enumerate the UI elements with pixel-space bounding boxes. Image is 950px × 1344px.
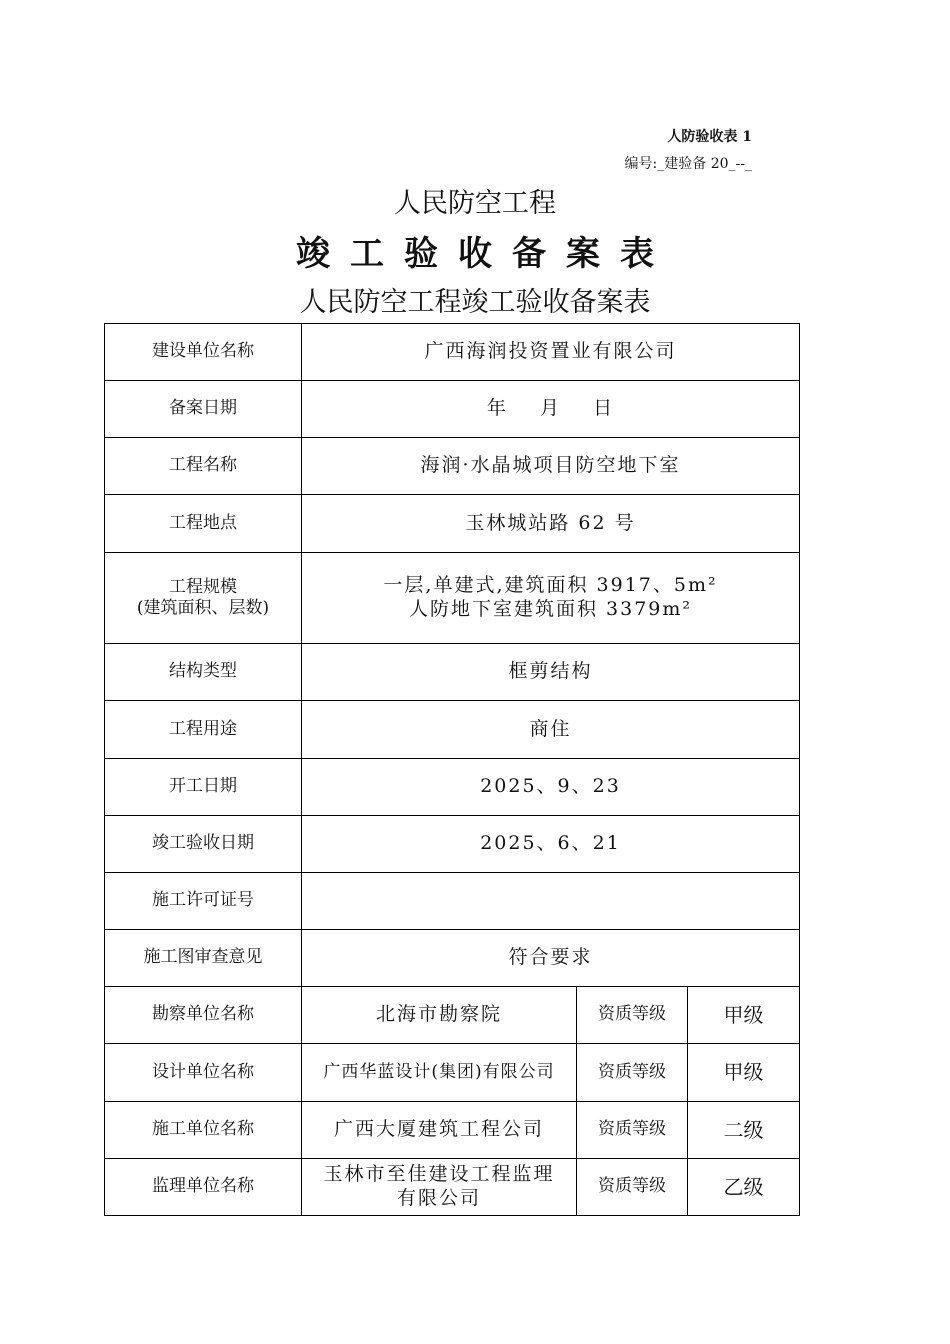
table-row xyxy=(105,701,800,759)
row-label: 施工许可证号 xyxy=(105,873,302,930)
row-value xyxy=(302,553,800,644)
qualification-label: 资质等级 xyxy=(577,1102,688,1159)
row-label xyxy=(105,553,302,644)
table-row xyxy=(105,1044,800,1102)
row-value: 广西海润投资置业有限公司 xyxy=(302,324,800,381)
qualification-grade: 甲级 xyxy=(688,987,800,1044)
table-row xyxy=(105,816,800,873)
table-row xyxy=(105,644,800,701)
title-line-1: 人民防空工程 xyxy=(394,188,556,219)
row-value: 框剪结构 xyxy=(302,644,800,701)
table-row xyxy=(105,987,800,1044)
unit-name: 广西华蓝设计(集团)有限公司 xyxy=(302,1044,577,1102)
table-row xyxy=(105,1159,800,1216)
table-row xyxy=(105,1102,800,1159)
row-label: 备案日期 xyxy=(105,381,302,438)
unit-name: 北海市勘察院 xyxy=(302,987,577,1044)
row-label: 建设单位名称 xyxy=(105,324,302,381)
qualification-grade: 乙级 xyxy=(688,1159,800,1216)
unit-label: 施工单位名称 xyxy=(105,1102,302,1159)
row-label: 开工日期 xyxy=(105,759,302,816)
row-value: 商住 xyxy=(302,701,800,759)
row-value: 海润·水晶城项目防空地下室 xyxy=(302,438,800,495)
row-label: 竣工验收日期 xyxy=(105,816,302,873)
table-row xyxy=(105,495,800,553)
qualification-label: 资质等级 xyxy=(577,1159,688,1216)
form-number: 编号:_建验备 20_--_ xyxy=(624,156,752,172)
row-label: 工程名称 xyxy=(105,438,302,495)
row-value-line: 一层,单建式,建筑面积 3917、5m² xyxy=(383,574,718,597)
unit-name xyxy=(302,1159,577,1216)
qualification-grade: 二级 xyxy=(688,1102,800,1159)
row-value: 玉林城站路 62 号 xyxy=(302,495,800,553)
row-label-line: (建筑面积、层数) xyxy=(136,598,270,618)
qualification-label: 资质等级 xyxy=(577,987,688,1044)
unit-label: 设计单位名称 xyxy=(105,1044,302,1102)
unit-label: 监理单位名称 xyxy=(105,1159,302,1216)
unit-label: 勘察单位名称 xyxy=(105,987,302,1044)
qualification-label: 资质等级 xyxy=(577,1044,688,1102)
row-label: 结构类型 xyxy=(105,644,302,701)
row-value: 2025、6、21 xyxy=(302,816,800,873)
row-value: 2025、9、23 xyxy=(302,759,800,816)
row-label: 施工图审查意见 xyxy=(105,930,302,987)
table-row xyxy=(105,324,800,381)
table-row xyxy=(105,873,800,930)
row-label-line: 工程规模 xyxy=(169,576,237,597)
row-value xyxy=(302,873,800,930)
unit-name-line: 有限公司 xyxy=(396,1187,481,1209)
title-line-2: 竣工验收备案表 xyxy=(296,234,674,274)
record-table xyxy=(104,323,800,1216)
form-label: 人防验收表 1 xyxy=(667,129,752,145)
unit-name-line: 玉林市至佳建设工程监理 xyxy=(323,1163,555,1186)
row-value-line: 人防地下室建筑面积 3379m² xyxy=(408,598,693,620)
table-row xyxy=(105,930,800,987)
table-row xyxy=(105,759,800,816)
title-line-3: 人民防空工程竣工验收备案表 xyxy=(299,287,651,318)
table-row xyxy=(105,381,800,438)
row-value: 年 月 日 xyxy=(302,381,800,438)
row-label: 工程用途 xyxy=(105,701,302,759)
qualification-grade: 甲级 xyxy=(688,1044,800,1102)
table-row xyxy=(105,553,800,644)
table-row xyxy=(105,438,800,495)
unit-name: 广西大厦建筑工程公司 xyxy=(302,1102,577,1159)
row-label: 工程地点 xyxy=(105,495,302,553)
row-value: 符合要求 xyxy=(302,930,800,987)
